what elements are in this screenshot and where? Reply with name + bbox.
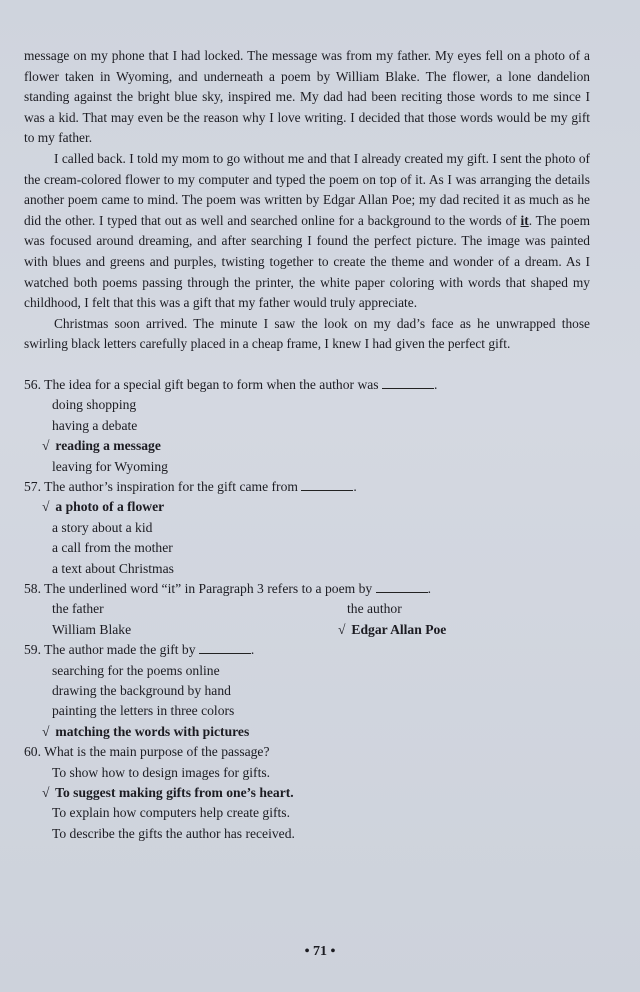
passage-paragraph-1: message on my phone that I had locked. The message was from my father. My eyes fell on a photo of a flower taken in Wyoming, and underneath a poem by William Blake. The flower, a lone dandelion standing against the bright blue sky, inspired me. My dad had been reciting those words to me since I was a kid. That may even be the reason why I love writing. I decided that those words would be my gift to my father. bbox=[24, 48, 590, 146]
answer-blank bbox=[199, 641, 251, 654]
check-mark-icon: √ bbox=[42, 438, 50, 454]
option-a: To show how to design images for gifts. bbox=[52, 764, 271, 780]
option-d: a text about Christmas bbox=[52, 560, 174, 576]
option-b: a story about a kid bbox=[52, 519, 153, 535]
question-60 bbox=[24, 742, 590, 844]
page-number: • 71 • bbox=[304, 944, 336, 959]
question-stem: 57. The author’s inspiration for the gift came from . bbox=[24, 478, 357, 494]
question-56 bbox=[24, 375, 590, 477]
paragraph-2-text-after: . The poem was focused around dreaming, and after searching I found the perfect picture. The image was painted with blues and greens and purples, twisting together to create the theme and wonder of a dream. As I watched both poems passing through the printer, the white paper coloring with words that shaped my childhood, I felt that this was a gift that my father would truly appreciate. bbox=[24, 212, 590, 311]
option-c-correct: √ reading a message bbox=[24, 436, 590, 456]
question-list bbox=[24, 375, 590, 844]
check-mark-icon: √ bbox=[338, 621, 346, 637]
question-57 bbox=[24, 477, 590, 579]
passage-paragraph-2 bbox=[24, 149, 590, 314]
option-b: the author bbox=[347, 601, 402, 617]
question-stem: 60. What is the main purpose of the passage? bbox=[24, 744, 270, 760]
answer-blank bbox=[382, 376, 434, 389]
option-c: painting the letters in three colors bbox=[52, 703, 235, 719]
option-b: having a debate bbox=[52, 417, 138, 433]
paragraph-2-text-before: I called back. I told my mom to go without me and that I already created my gift. I sent the photo of the cream-colored flower to my computer and typed the poem on top of it. As I was arranging the details another poem came to mind. The poem was written by Edgar Allan Poe; my dad recited it as much as he did the other. I typed that out as well and searched online for a background to the words of bbox=[24, 150, 590, 228]
option-d: To describe the gifts the author has received. bbox=[52, 825, 295, 841]
option-b-correct: √ To suggest making gifts from one’s heart. bbox=[24, 783, 590, 803]
question-stem: 58. The underlined word “it” in Paragraph 3 refers to a poem by . bbox=[24, 580, 431, 596]
underlined-word-it: it bbox=[520, 212, 529, 228]
option-d-correct: √ Edgar Allan Poe bbox=[324, 620, 524, 640]
option-b: drawing the background by hand bbox=[52, 683, 231, 698]
option-c: William Blake bbox=[52, 621, 132, 637]
option-c: a call from the mother bbox=[52, 540, 173, 556]
check-mark-icon: √ bbox=[42, 785, 50, 801]
option-a: doing shopping bbox=[52, 397, 137, 413]
passage-paragraph-3: Christmas soon arrived. The minute I saw the look on my dad’s face as he unwrapped those swirling black letters carefully placed in a cheap frame, I knew I had given the perfect gift. bbox=[24, 315, 590, 352]
question-stem: 56. The idea for a special gift began to form when the author was . bbox=[24, 376, 438, 392]
option-d: leaving for Wyoming bbox=[52, 458, 168, 474]
option-c: To explain how computers help create gifts. bbox=[52, 805, 290, 821]
question-stem: 59. The author made the gift by . bbox=[24, 642, 255, 658]
answer-blank bbox=[376, 580, 428, 593]
option-a-correct: √ a photo of a flower bbox=[24, 497, 590, 517]
option-grid bbox=[24, 599, 590, 640]
check-mark-icon: √ bbox=[42, 499, 50, 515]
option-a: the father bbox=[52, 601, 104, 617]
check-mark-icon: √ bbox=[42, 723, 50, 739]
question-58 bbox=[24, 579, 590, 640]
document-page bbox=[24, 46, 590, 844]
question-59 bbox=[24, 640, 590, 742]
answer-blank bbox=[301, 478, 353, 491]
option-d-correct: √ matching the words with pictures bbox=[24, 722, 590, 742]
option-a: searching for the poems online bbox=[52, 662, 220, 678]
